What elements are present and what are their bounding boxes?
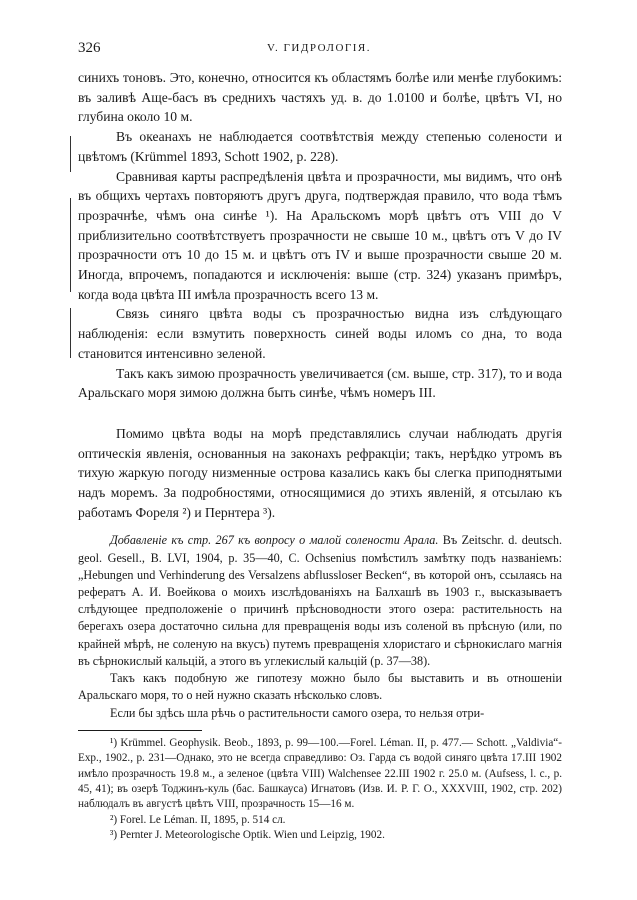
paragraph: Въ океанахъ не наблюдается соотвѣтствія между степенью солености и цвѣтомъ (Krümmel 1893, Schott 1902, p. 228). [78,129,562,164]
footnotes [78,736,562,844]
page-number: 326 [78,40,101,56]
footnote: ¹) Krümmel. Geophysik. Beob., 1893, p. 99—100.—Forel. Léman. II, p. 477.— Schott. „Valdivia“-Exp., 1902., p. 231—Однако, это не всегда справедливо: Оз. Гарда съ водой синяго цвѣта 17.III 1902 имѣло прозрачность 19.8 м., а зеленое (цвѣта VIII) Walchensee 22.III 1902 г. 25.0 м. (Aufsess, l. c., p. 45, 41); въ озерѣ Тоджинъ-куль (бас. Башкауса) Игнатовъ (Изв. И. Р. Г. О., XXXVIII, 1902, стр. 202) наблюдалъ въ августѣ цвѣтъ VIII, прозрачность 15—16 м. [78,736,562,811]
page-header [78,40,560,60]
margin-mark [70,198,71,292]
paragraph: Связь синяго цвѣта воды съ прозрачностью видна изъ слѣдующаго наблюденія: если взмутить поверхность синей воды иломъ со дна, то вода становится интенсивно зеленой. [78,306,562,361]
addendum-paragraph: Если бы здѣсь шла рѣчь о растительности самого озера, то нельзя отри- [110,705,485,720]
addendum-text: Въ Zeitschr. d. deutsch. geol. Gesell., B. LVI, 1904, p. 35—40, C. Ochsenius помѣстилъ замѣтку подъ названіемъ: „Hebungen und Verhinderung des Versalzens abflussloser Becken“, въ которой онъ, ссылаясь на рефератъ А. И. Воейкова о моихъ изслѣдованіяхъ на Балхашѣ въ 1903 г., высказываетъ слѣдующее предположеніе о причинѣ прѣсноводности этого озера: растительность на берегахъ озера достаточно сильна для превращенія воды изъ соленой въ прѣсную (или, по крайней мѣрѣ, не соленую на вкусъ) путемъ превращенія хлористаго и сѣрнокислаго магнія въ сѣрнокислый кальцій, а этого въ углекислый кальцій (p. 37—38). [78,533,562,668]
body-text [78,68,562,844]
paragraph: Сравнивая карты распредѣленія цвѣта и прозрачности, мы видимъ, что онѣ въ общихъ чертахъ повторяютъ другъ друга, подтверждая правило, что вода тѣмъ прозрачнѣе, чѣмъ она синѣе ¹). На Аральскомъ морѣ цвѣтъ отъ VIII до V приблизительно соотвѣтствуетъ прозрачности не свыше 10 м., цвѣтъ отъ V до IV прозрачности отъ 10 до 15 м. и цвѣтъ отъ IV и выше прозрачности свыше 20 м. Иногда, впрочемъ, попадаются и исключенія: выше (стр. 324) указанъ примѣръ, когда вода цвѣта III имѣла прозрачность всего 13 м. [78,168,562,302]
paragraph: Такъ какъ зимою прозрачность увеличивается (см. выше, стр. 317), то и вода Аральскаго моря зимою должна быть синѣе, чѣмъ номеръ III. [78,365,562,401]
footnote-rule [78,730,202,731]
margin-mark [70,136,71,172]
running-head: V. ГИДРОЛОГІЯ. [267,42,371,54]
footnote: ³) Pernter J. Meteorologische Optik. Wien und Leipzig, 1902. [110,829,385,842]
paragraph: синихъ тоновъ. Это, конечно, относится къ областямъ болѣе или менѣе глубокимъ: въ заливѣ Аще-басъ въ среднихъ частяхъ уд. в. до 1.0100 и болѣе, цвѣтъ VI, но глубина около 10 м. [78,70,562,125]
addendum-paragraph [78,532,562,670]
addendum [78,532,562,721]
addendum-title: Добавленіе къ стр. 267 къ вопросу о малой солености Арала. [110,533,439,548]
addendum-paragraph: Такъ какъ подобную же гипотезу можно было бы выставить и въ отношеніи Аральскаго моря, то о ней нужно сказать нѣсколько словъ. [78,671,562,703]
section-gap [78,403,562,424]
paragraph: Помимо цвѣта воды на морѣ представлялись случаи наблюдать другія оптическія явленія, основанныя на законахъ рефракціи; такъ, нерѣдко утромъ въ тихую жаркую погоду низменные острова казались какъ бы слегка приподнятыми надъ моремъ. За подробностями, относящимися до этихъ явленій, я отсылаю къ работамъ Фореля ²) и Пернтера ³). [78,425,562,520]
footnote: ²) Forel. Le Léman. II, 1895, p. 514 сл. [110,813,286,826]
margin-mark [70,308,71,358]
